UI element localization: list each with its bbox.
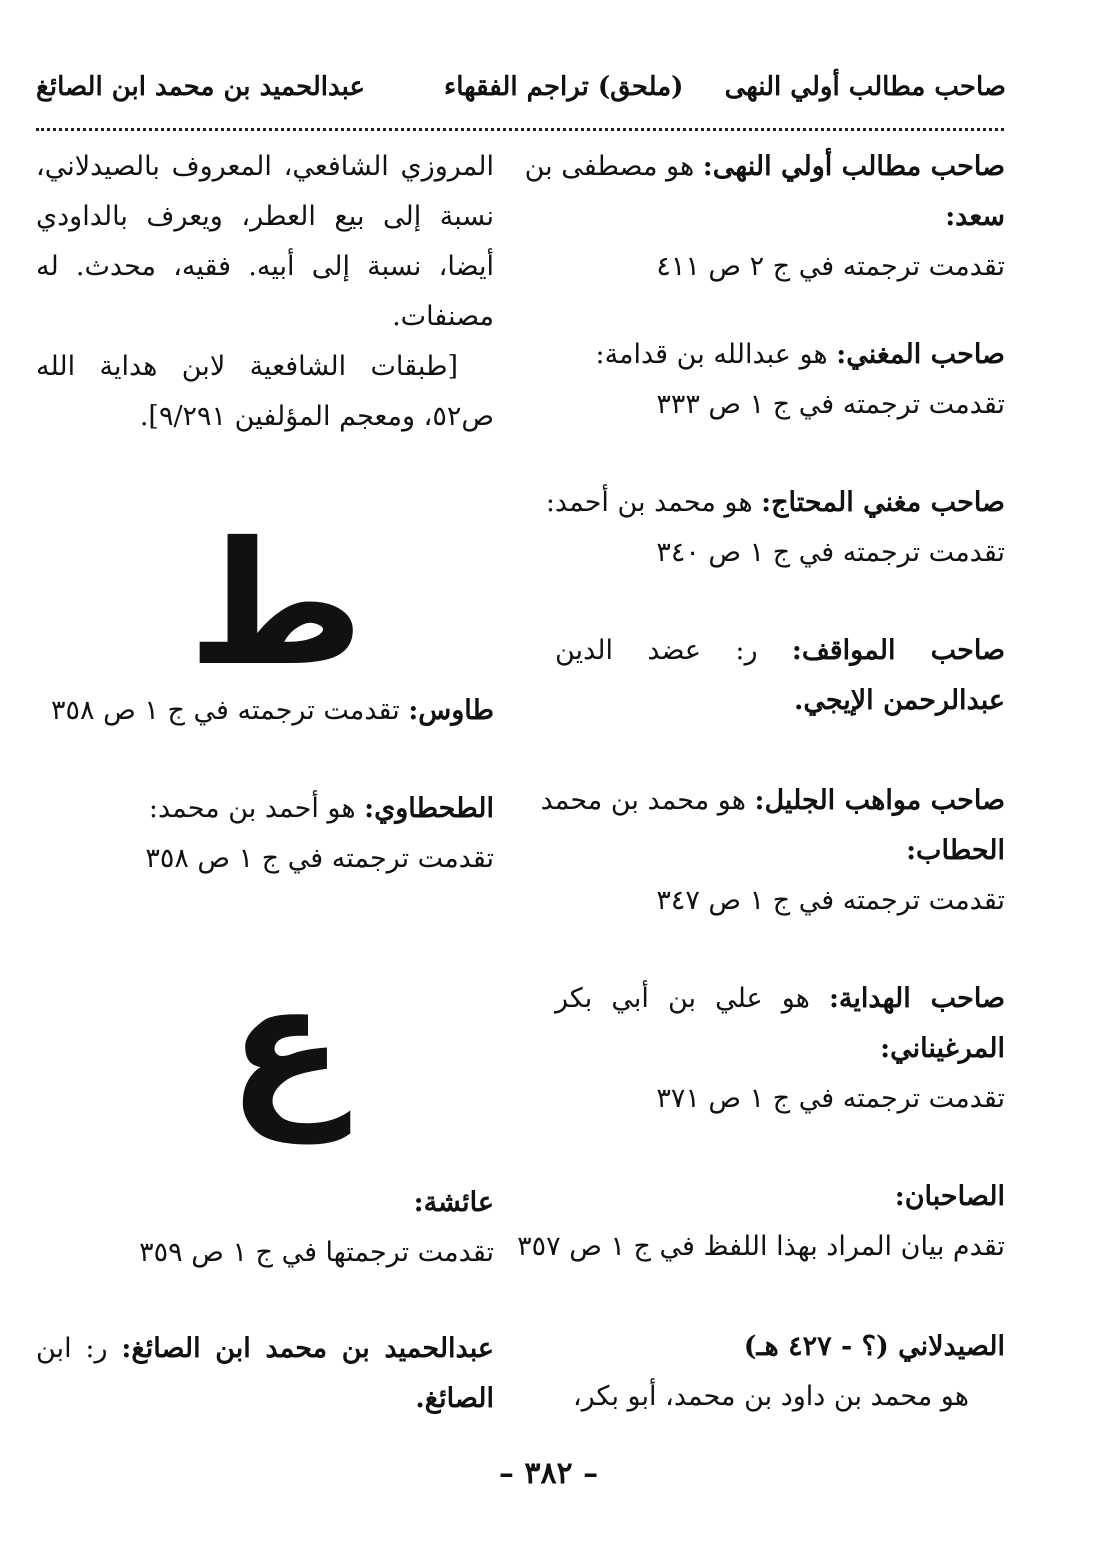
entry-line (524, 142, 1005, 192)
header-center: (ملحق) تراجم الفقهاء (444, 72, 684, 102)
entry-line: عبدالرحمن الإيجي. (793, 685, 1005, 716)
entry-line: سعد: (945, 201, 1005, 232)
entry-line (555, 330, 1005, 380)
entry-line: مصنفات. (392, 301, 494, 332)
entry-line: نسبة إلى بيع العطر، ويعرف بالداودي (36, 201, 494, 232)
entry-ref: تقدمت ترجمته في ج ١ ص ٣٤٠ (656, 537, 1005, 568)
entry-line (36, 1324, 494, 1374)
entry-abdulhamid (36, 1324, 494, 1424)
page-number: – ٣٨٢ – (498, 1456, 599, 1491)
entry-line: أيضا، نسبة إلى أبيه. فقيه، محدث. له (36, 251, 494, 282)
entry-line: الصائغ. (415, 1383, 494, 1414)
entry-line (36, 784, 494, 834)
entry-mawahib (540, 776, 1005, 926)
entry-source: [طبقات الشافعية لابن هداية الله (36, 351, 458, 382)
entry-ref: تقدمت ترجمتها في ج ١ ص ٣٥٩ (139, 1237, 494, 1268)
entry-ref: تقدمت ترجمته في ج ١ ص ٣٥٨ (51, 695, 409, 726)
entry-head: صاحب مطالب أولي النهى: (702, 151, 1005, 182)
entry-ref: تقدم بيان المراد بهذا اللفظ في ج ١ ص ٣٥٧ (517, 1231, 1005, 1262)
entry-text: هو عبدالله بن قدامة: (595, 339, 837, 370)
entry-line (555, 626, 1005, 676)
entry-head: صاحب مواهب الجليل: (754, 785, 1005, 816)
entry-tahtawi (36, 784, 494, 884)
entry-line (540, 776, 1005, 826)
entry-text: ر: ابن (36, 1333, 122, 1364)
entry-line: المرغيناني: (880, 1033, 1005, 1064)
section-letter-ta: ط (187, 506, 365, 704)
entry-text: هو محمد بن داود بن محمد، أبو بكر، (572, 1381, 969, 1412)
entry-head: الطحطاوي: (364, 793, 494, 824)
entry-line: المروزي الشافعي، المعروف بالصيدلاني، (36, 151, 494, 182)
entry-hidaya (555, 974, 1005, 1124)
section-letter-ain: ع (227, 946, 345, 1144)
entry-head: صاحب مغني المحتاج: (761, 487, 1005, 518)
entry-matalib (524, 142, 1005, 292)
entry-text: ر: عضد الدين (555, 635, 792, 666)
entry-ref: تقدمت ترجمته في ج ١ ص ٣٣٣ (656, 389, 1005, 420)
entry-saydalani-continued (36, 142, 494, 442)
entry-head: عبدالحميد بن محمد ابن الصائغ: (121, 1333, 494, 1364)
entry-ref: تقدمت ترجمته في ج ١ ص ٣٥٨ (145, 843, 494, 874)
entry-line: الحطاب: (906, 835, 1005, 866)
entry-head: الصيدلاني (؟ - ٤٢٧ هـ) (743, 1331, 1005, 1362)
entry-mawaqif (555, 626, 1005, 726)
entry-sahiban (517, 1172, 1005, 1272)
entry-head: عائشة: (413, 1187, 494, 1218)
header-dotted-rule (36, 128, 1004, 131)
entry-text: هو مصطفى بن (524, 151, 703, 182)
entry-ref: تقدمت ترجمته في ج ٢ ص ٤١١ (656, 251, 1005, 282)
entry-text: هو محمد بن أحمد: (545, 487, 762, 518)
entry-head: الصاحبان: (894, 1181, 1005, 1212)
entry-head: صاحب المغني: (836, 339, 1005, 370)
entry-ref: تقدمت ترجمته في ج ١ ص ٣٤٧ (656, 885, 1005, 916)
entry-line (555, 974, 1005, 1024)
entry-mughni (555, 330, 1005, 430)
entry-source: ص٥٢، ومعجم المؤلفين ٩/٢٩١]. (139, 401, 494, 432)
entry-head: صاحب المواقف: (791, 635, 1005, 666)
entry-line (545, 478, 1005, 528)
entry-aisha (36, 1178, 494, 1278)
header-left: عبدالحميد بن محمد ابن الصائغ (36, 72, 366, 102)
entry-saydalani (555, 1322, 1005, 1422)
entry-head: طاوس: (408, 695, 494, 726)
entry-text: هو علي بن أبي بكر (555, 983, 829, 1014)
entry-text: هو محمد بن محمد (540, 785, 755, 816)
entry-head: صاحب الهداية: (828, 983, 1005, 1014)
entry-text: هو أحمد بن محمد: (148, 793, 365, 824)
running-header (36, 72, 1006, 120)
entry-ref: تقدمت ترجمته في ج ١ ص ٣٧١ (656, 1083, 1005, 1114)
header-right: صاحب مطالب أولي النهى (724, 72, 1006, 102)
entry-mughni-muhtaj (545, 478, 1005, 578)
